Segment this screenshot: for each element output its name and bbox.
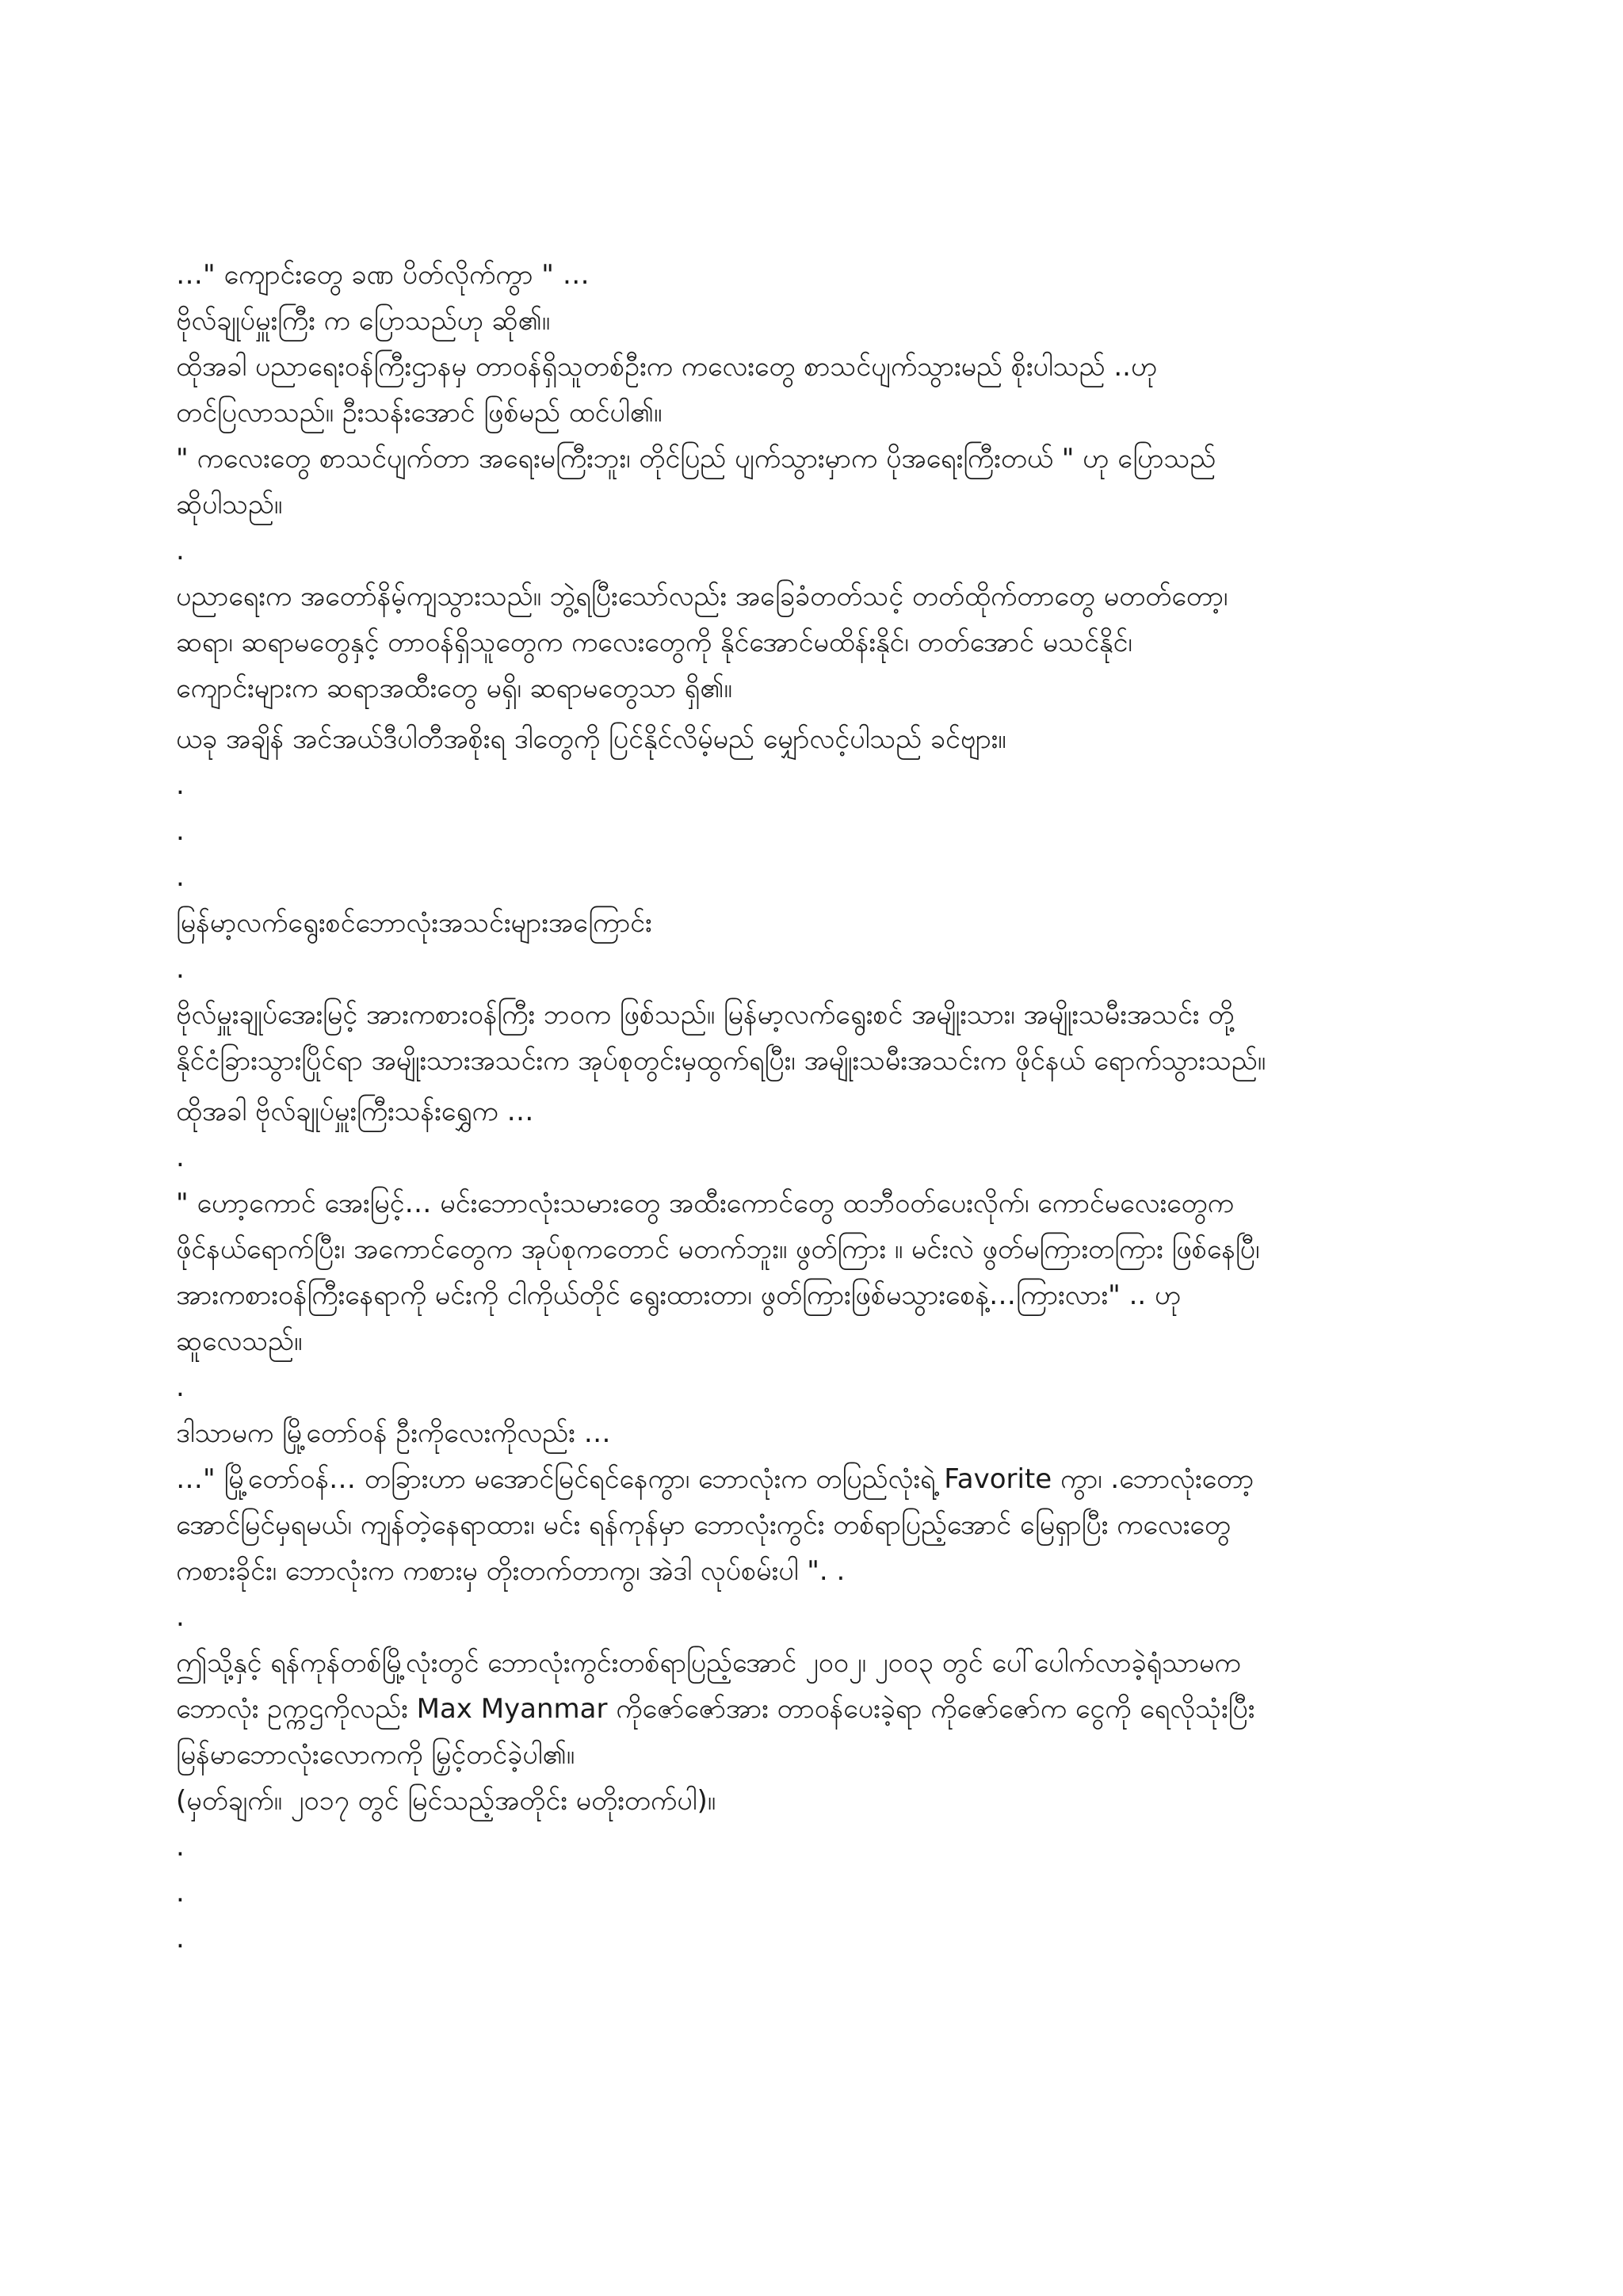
text-line: ယခု အချိန် အင်အယ်ဒီပါတီအစိုးရ ဒါတွေကို ပြင်နိုင်လိမ့်မည် မျှော်လင့်ပါသည် ခင်ဗျား။ (176, 723, 1006, 755)
text-line: အားကစားဝန်ကြီးနေရာကို မင်းကို ငါကိုယ်တိုင် ရွေးထားတာ၊ ဖွတ်ကြားဖြစ်မသွားစေနဲ့…ကြားလား" .. ဟု (176, 1280, 1182, 1311)
text-line: ဆူလေသည်။ (176, 1325, 303, 1357)
text-line: ဗိုလ်ချုပ်မှူးကြီး က ပြောသည်ဟု ဆို၏။ (176, 305, 551, 337)
text-line: ထိုအခါ ပညာရေးဝန်ကြီးဌာနမှ တာဝန်ရှိသူတစ်ဦးက ကလေးတွေ စာသင်ပျက်သွားမည် စိုးပါသည် ..ဟု (176, 351, 1158, 383)
text-line: ထိုအခါ ဗိုလ်ချုပ်မှူးကြီးသန်းရွှေက … (176, 1096, 534, 1127)
separator-dot: . (176, 769, 185, 801)
separator-dot: . (176, 815, 185, 847)
text-line: တင်ပြလာသည်။ ဦးသန်းအောင် ဖြစ်မည် ထင်ပါ၏။ (176, 397, 663, 429)
text-line: နိုင်ငံခြားသွားပြိုင်ရာ အမျိုးသားအသင်းက အုပ်စုတွင်းမှထွက်ရပြီး၊ အမျိုးသမီးအသင်းက ဖိုင်နယ် ရောက်သွားသည်။ (176, 1045, 1266, 1077)
separator-dot: . (176, 1877, 185, 1909)
separator-dot: . (176, 861, 185, 893)
separator-dot: . (176, 535, 185, 566)
section-heading: မြန်မာ့လက်ရွေးစင်ဘောလုံးအသင်းများအကြောင်း (176, 907, 652, 939)
text-line: " ကလေးတွေ စာသင်ပျက်တာ အရေးမကြီးဘူး၊ တိုင်ပြည် ပျက်သွားမှာက ပိုအရေးကြီးတယ် " ဟု ပြောသည် (176, 443, 1216, 475)
separator-dot: . (176, 1142, 185, 1173)
text-line: အောင်မြင်မှရမယ်၊ ကျန်တဲ့နေရာထား၊ မင်း ရန်ကုန်မှာ ဘောလုံးကွင်း တစ်ရာပြည့်အောင် မြေရှာပြီး ကလေးတွေ (176, 1509, 1231, 1541)
separator-dot: . (176, 1923, 185, 1955)
text-line: ဖိုင်နယ်ရောက်ပြီး၊ အကောင်တွေက အုပ်စုကတောင် မတက်ဘူး။ ဖွတ်ကြား ။ မင်းလဲ ဖွတ်မကြားတကြား ဖြစ်နေပြီ၊ (176, 1234, 1260, 1265)
text-line: …" မြို့တော်ဝန်… တခြားဟာ မအောင်မြင်ရင်နေကွာ၊ ဘောလုံးက တပြည်လုံးရဲ့ Favorite ကွာ၊ .ဘောလုံးတော့ (176, 1463, 1254, 1495)
separator-dot: . (176, 1371, 185, 1403)
text-line: ဒါသာမက မြို့တော်ဝန် ဦးကိုလေးကိုလည်း … (176, 1417, 611, 1449)
separator-dot: . (176, 1601, 185, 1633)
text-line: …" ကျောင်းတွေ ခဏ ပိတ်လိုက်ကွာ " … (176, 259, 590, 291)
text-line: (မှတ်ချက်။ ၂၀၁၇ တွင် မြင်သည့်အတိုင်း မတိုးတက်ပါ)။ (176, 1785, 716, 1817)
text-line: ဆိုပါသည်။ (176, 489, 283, 521)
text-line: " ဟော့ကောင် အေးမြင့်… မင်းဘောလုံးသမားတွေ အထီးကောင်တွေ ထဘီဝတ်ပေးလိုက်၊ ကောင်မလေးတွေက (176, 1188, 1234, 1219)
text-line: မြန်မာဘောလုံးလောကကို မြှင့်တင်ခဲ့ပါ၏။ (176, 1739, 575, 1771)
separator-dot: . (176, 953, 185, 985)
text-line: ဤသို့နှင့် ရန်ကုန်တစ်မြို့လုံးတွင် ဘောလုံးကွင်းတစ်ရာပြည့်အောင် ၂၀၀၂၊ ၂၀၀၃ တွင် ပေါ်ပေါက်လာခဲ့ရုံသာမက (176, 1647, 1241, 1679)
text-line: ကစားခိုင်း၊ ဘောလုံးက ကစားမှ တိုးတက်တာကွ၊ အဲဒါ လုပ်စမ်းပါ ". . (176, 1555, 846, 1587)
text-line: ဘောလုံး ဥက္ကဌကိုလည်း Max Myanmar ကိုဇော်ဇော်အား တာဝန်ပေးခဲ့ရာ ကိုဇော်ဇော်က ငွေကို ရေလိုသုံးပြီး (176, 1693, 1255, 1725)
text-line: ဗိုလ်မှူးချုပ်အေးမြင့် အားကစားဝန်ကြီး ဘဝက ဖြစ်သည်။ မြန်မာ့လက်ရွေးစင် အမျိုးသား၊ အမျိုးသမီးအသင်း တို့ (176, 999, 1235, 1031)
body-text (176, 252, 1468, 1962)
text-line: ကျောင်းများက ဆရာအထီးတွေ မရှိ၊ ဆရာမတွေသာ ရှိ၏။ (176, 673, 732, 704)
text-line: ဆရာ၊ ဆရာမတွေနှင့် တာဝန်ရှိသူတွေက ကလေးတွေကို နိုင်အောင်မထိန်းနိုင်၊ တတ်အောင် မသင်နိုင်၊ (176, 627, 1132, 658)
text-line: ပညာရေးက အတော်နိမ့်ကျသွားသည်။ ဘွဲ့ရပြီးသော်လည်း အခြေခံတတ်သင့် တတ်ထိုက်တာတွေ မတတ်တော့၊ (176, 581, 1228, 612)
separator-dot: . (176, 1831, 185, 1863)
